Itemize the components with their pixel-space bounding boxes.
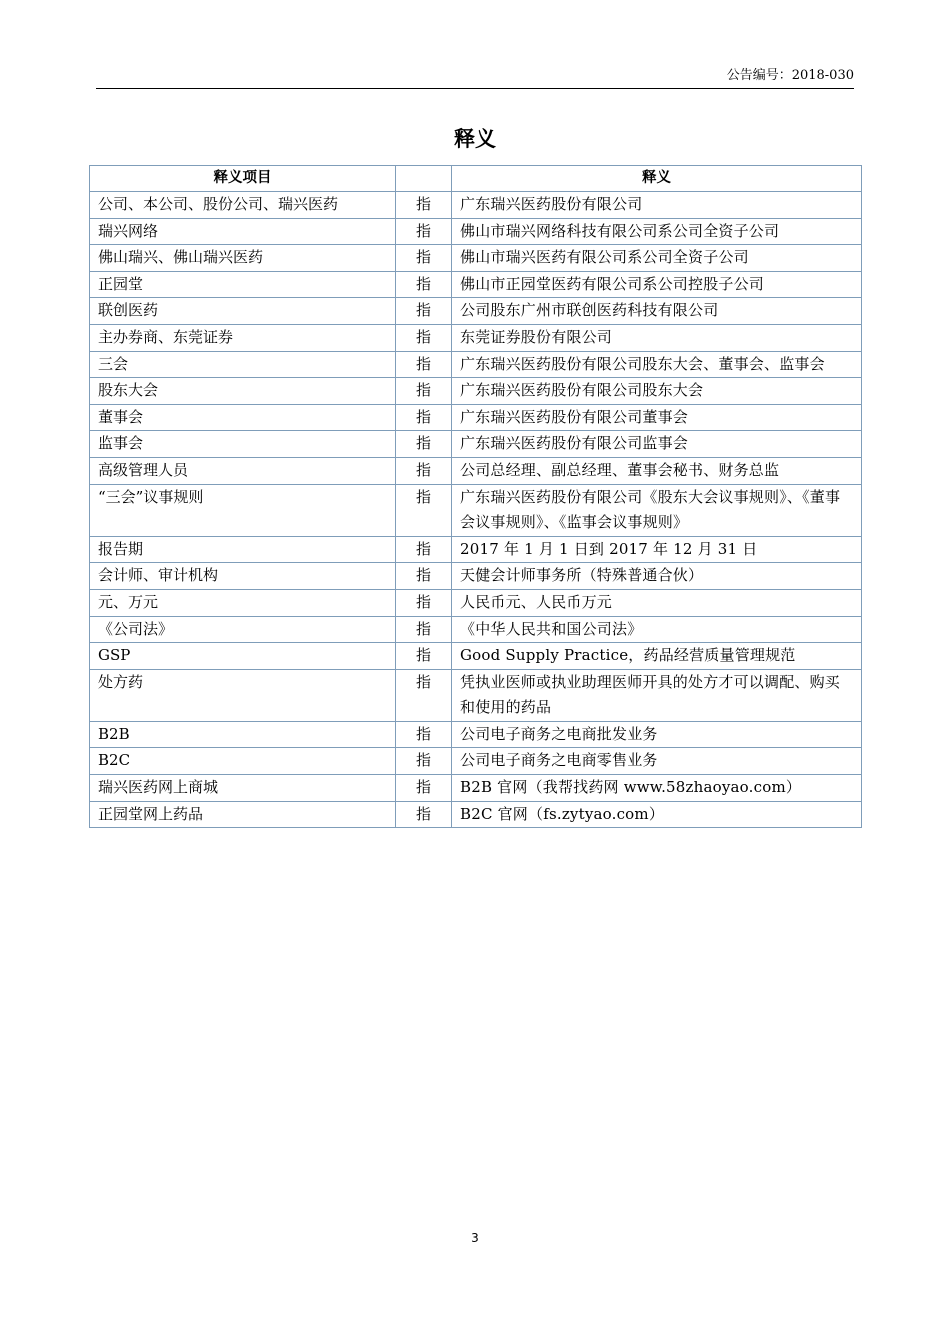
table-row — [90, 775, 862, 802]
term-cell: 正园堂 — [90, 271, 396, 298]
definition-cell: 天健会计师事务所（特殊普通合伙） — [452, 563, 862, 590]
table-row — [90, 536, 862, 563]
definition-cell: 广东瑞兴医药股份有限公司《股东大会议事规则》、《董事会议事规则》、《监事会议事规则》 — [452, 484, 862, 536]
page-header — [96, 66, 854, 89]
table-row — [90, 801, 862, 828]
table-row — [90, 563, 862, 590]
term-cell: 佛山瑞兴、佛山瑞兴医药 — [90, 245, 396, 272]
definition-cell: Good Supply Practice，药品经营质量管理规范 — [452, 643, 862, 670]
ref-cell: 指 — [396, 589, 452, 616]
term-cell: 处方药 — [90, 669, 396, 721]
table-header-row — [90, 166, 862, 192]
ref-cell: 指 — [396, 563, 452, 590]
ref-cell: 指 — [396, 801, 452, 828]
term-cell: 元、万元 — [90, 589, 396, 616]
ref-cell: 指 — [396, 721, 452, 748]
term-cell: 瑞兴医药网上商城 — [90, 775, 396, 802]
ref-cell: 指 — [396, 404, 452, 431]
ref-cell: 指 — [396, 669, 452, 721]
definition-cell: 广东瑞兴医药股份有限公司董事会 — [452, 404, 862, 431]
table-row — [90, 457, 862, 484]
ref-cell: 指 — [396, 643, 452, 670]
term-cell: 《公司法》 — [90, 616, 396, 643]
table-row — [90, 643, 862, 670]
definition-cell: 公司电子商务之电商批发业务 — [452, 721, 862, 748]
definition-cell: 公司电子商务之电商零售业务 — [452, 748, 862, 775]
term-cell: 监事会 — [90, 431, 396, 458]
table-row — [90, 192, 862, 219]
definition-cell: 东莞证券股份有限公司 — [452, 324, 862, 351]
table-row — [90, 218, 862, 245]
definition-cell: B2C 官网（fs.zytyao.com） — [452, 801, 862, 828]
ref-cell: 指 — [396, 192, 452, 219]
term-cell: 公司、本公司、股份公司、瑞兴医药 — [90, 192, 396, 219]
term-cell: 主办券商、东莞证券 — [90, 324, 396, 351]
definition-cell: 公司股东广州市联创医药科技有限公司 — [452, 298, 862, 325]
definition-cell: 广东瑞兴医药股份有限公司监事会 — [452, 431, 862, 458]
term-cell: 董事会 — [90, 404, 396, 431]
definition-cell: 广东瑞兴医药股份有限公司 — [452, 192, 862, 219]
ref-cell: 指 — [396, 775, 452, 802]
table-row — [90, 431, 862, 458]
section-title: 释义 — [454, 127, 496, 151]
ref-cell: 指 — [396, 271, 452, 298]
table-row — [90, 245, 862, 272]
ref-cell: 指 — [396, 245, 452, 272]
table-row — [90, 748, 862, 775]
term-cell: B2C — [90, 748, 396, 775]
header-term: 释义项目 — [90, 166, 396, 192]
definition-cell: 佛山市正园堂医药有限公司系公司控股子公司 — [452, 271, 862, 298]
definitions-table — [89, 165, 862, 828]
term-cell: 股东大会 — [90, 378, 396, 405]
table-row — [90, 721, 862, 748]
ref-cell: 指 — [396, 351, 452, 378]
ref-cell: 指 — [396, 616, 452, 643]
ref-cell: 指 — [396, 484, 452, 536]
definition-cell: 《中华人民共和国公司法》 — [452, 616, 862, 643]
table-row — [90, 484, 862, 536]
definition-cell: 凭执业医师或执业助理医师开具的处方才可以调配、购买和使用的药品 — [452, 669, 862, 721]
definition-cell: 广东瑞兴医药股份有限公司股东大会 — [452, 378, 862, 405]
definition-cell: 佛山市瑞兴网络科技有限公司系公司全资子公司 — [452, 218, 862, 245]
table-row — [90, 404, 862, 431]
definition-cell: 人民币元、人民币万元 — [452, 589, 862, 616]
table-row — [90, 616, 862, 643]
ref-cell: 指 — [396, 378, 452, 405]
definition-cell: 2017 年 1 月 1 日到 2017 年 12 月 31 日 — [452, 536, 862, 563]
page-number: 3 — [471, 1231, 479, 1245]
term-cell: 会计师、审计机构 — [90, 563, 396, 590]
ref-cell: 指 — [396, 298, 452, 325]
ref-cell: 指 — [396, 218, 452, 245]
term-cell: 正园堂网上药品 — [90, 801, 396, 828]
term-cell: “三会”议事规则 — [90, 484, 396, 536]
table-row — [90, 669, 862, 721]
term-cell: 报告期 — [90, 536, 396, 563]
term-cell: B2B — [90, 721, 396, 748]
header-ref — [396, 166, 452, 192]
table-row — [90, 351, 862, 378]
ref-cell: 指 — [396, 748, 452, 775]
definition-cell: 佛山市瑞兴医药有限公司系公司全资子公司 — [452, 245, 862, 272]
ref-cell: 指 — [396, 536, 452, 563]
ref-cell: 指 — [396, 324, 452, 351]
term-cell: 联创医药 — [90, 298, 396, 325]
term-cell: GSP — [90, 643, 396, 670]
table-row — [90, 324, 862, 351]
table-row — [90, 589, 862, 616]
definition-cell: 广东瑞兴医药股份有限公司股东大会、董事会、监事会 — [452, 351, 862, 378]
ref-cell: 指 — [396, 431, 452, 458]
header-definition: 释义 — [452, 166, 862, 192]
table-row — [90, 271, 862, 298]
term-cell: 瑞兴网络 — [90, 218, 396, 245]
table-row — [90, 378, 862, 405]
definition-cell: B2B 官网（我帮找药网 www.58zhaoyao.com） — [452, 775, 862, 802]
term-cell: 三会 — [90, 351, 396, 378]
term-cell: 高级管理人员 — [90, 457, 396, 484]
definition-cell: 公司总经理、副总经理、董事会秘书、财务总监 — [452, 457, 862, 484]
ref-cell: 指 — [396, 457, 452, 484]
table-row — [90, 298, 862, 325]
announcement-number: 公告编号：2018-030 — [726, 68, 854, 83]
